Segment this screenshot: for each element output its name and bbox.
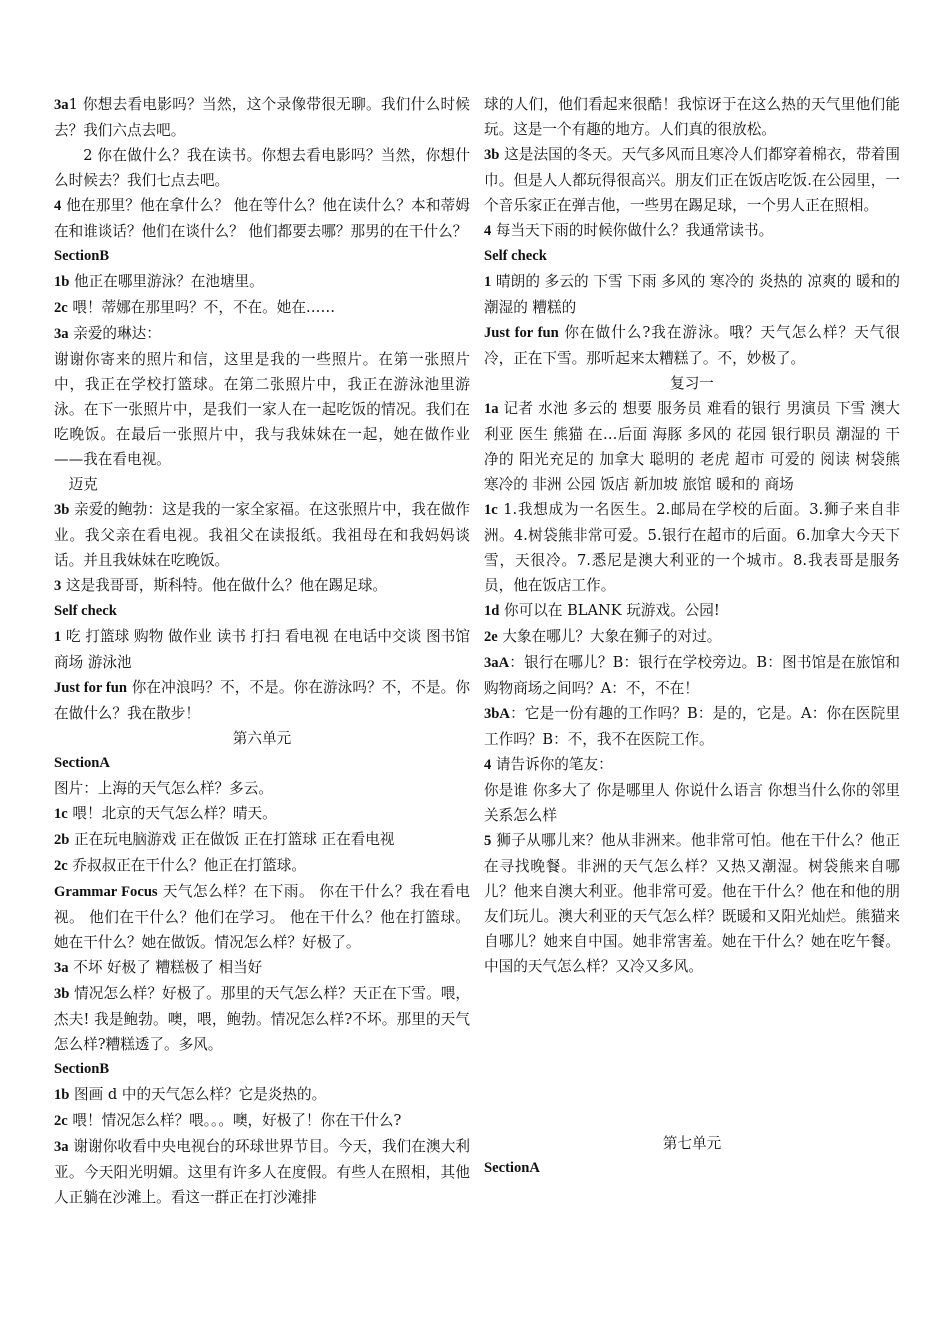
paragraph	[54, 472, 470, 497]
item-text: 记者 水池 多云的 想要 服务员 难看的银行 男演员 下雪 澳大利亚 医生 熊猫 在…后面 海豚 多风的 花园 银行职员 潮湿的 干净的 阳光充足的 加拿大 聪明的 老虎 超市 可爱的 阅读 树袋熊 寒冷的 非洲 公园 饭店 新加坡 旅馆 暖和的 商场	[484, 400, 900, 493]
section-heading: Self check	[484, 248, 547, 264]
item-label: 1d	[484, 603, 500, 619]
section-heading: SectionA	[484, 1160, 540, 1176]
item-label: 3a	[54, 97, 69, 113]
item-label: 1b	[54, 274, 70, 290]
item-text: 2 你在做什么？我在读书。你想去看电影吗？当然，你想什么时候去？我们七点去吧。	[54, 147, 470, 189]
item-text: 这是我哥哥，斯科特。他在做什么？他在踢足球。	[61, 577, 388, 594]
item-label: 1c	[54, 806, 68, 822]
paragraph	[484, 218, 900, 244]
item-text: 球的人们，他们看起来很酷！我惊讶于在这么热的天气里他们能玩。这是一个有趣的地方。人们真的很放松。	[484, 96, 900, 138]
item-text: 喂！情况怎么样？喂。。。噢，好极了！你在干什么?	[67, 1112, 402, 1129]
item-text: 他正在哪里游泳？在池塘里。	[69, 273, 264, 290]
item-label: 4	[484, 757, 492, 773]
item-label: 2e	[484, 629, 498, 645]
item-text: 图片：上海的天气怎么样？多云。	[54, 780, 273, 797]
item-text: 喂！蒂娜在那里吗？不，不在。她在……	[67, 299, 336, 316]
paragraph	[54, 879, 470, 955]
item-label: 1	[484, 274, 492, 290]
paragraph	[484, 624, 900, 650]
unit-title: 第七单元	[662, 1135, 722, 1152]
paragraph	[54, 347, 470, 472]
item-text: 不坏 好极了 糟糕极了 相当好	[68, 959, 263, 976]
item-text: 晴朗的 多云的 下雪 下雨 多风的 寒冷的 炎热的 凉爽的 暖和的 潮湿的 糟糕的	[484, 273, 900, 316]
item-label: 2c	[54, 300, 68, 316]
section-heading: SectionB	[54, 1061, 110, 1077]
item-text: 1 你想去看电影吗？当然，这个录像带很无聊。我们什么时候去？我们六点去吧。	[54, 96, 470, 139]
item-label: 1	[54, 629, 62, 645]
item-text: 谢谢你收看中央电视台的环球世界节目。今天，我们在澳大利亚。今天阳光明媚。这里有许多人在度假。有些人在照相，其他人正躺在沙滩上。看这一群正在打沙滩排	[54, 1138, 470, 1206]
paragraph	[54, 981, 470, 1057]
paragraph	[54, 143, 470, 193]
paragraph	[484, 497, 900, 598]
paragraph	[54, 801, 470, 827]
paragraph	[54, 624, 470, 675]
item-label: 5	[484, 833, 492, 849]
item-label: 3a	[54, 1139, 69, 1155]
item-text: 亲爱的琳达：	[68, 325, 161, 342]
item-text: 1.我想成为一名医生。2.邮局在学校的后面。3.狮子来自非洲。4.树袋熊非常可爱。5.银行在超市的后面。6.加拿大今天下雪，天很冷。7.悉尼是澳大利亚的一个城市。8.我表哥是服务员，他在饭店工作。	[484, 501, 900, 594]
paragraph	[484, 650, 900, 701]
item-text: 狮子从哪儿来？他从非洲来。他非常可怕。他在干什么？他正在寻找晚餐。非洲的天气怎么样？又热又潮湿。树袋熊来自哪儿？他来自澳大利亚。他非常可爱。他在干什么？他在和他的朋友们玩儿。澳大利亚的天气怎么样？既暖和又阳光灿烂。熊猫来自哪儿？她来自中国。她非常害羞。她在干什么？她在吃午餐。中国的天气怎么样？又冷又多风。	[484, 832, 900, 975]
paragraph	[54, 853, 470, 879]
item-text: ：银行在哪儿？B：银行在学校旁边。B：图书馆是在旅馆和购物商场之间吗？A：不，不在！	[484, 654, 900, 697]
item-text: 他在那里？他在拿什么？ 他在等什么？他在读什么？本和蒂姆在和谁谈话？他们在谈什么？ 他们都要去哪？那男的在干什么？	[54, 197, 470, 240]
paragraph	[54, 1108, 470, 1134]
item-text: 图画 d 中的天气怎么样？它是炎热的。	[69, 1086, 327, 1103]
item-text: 你在冲浪吗？不，不是。你在游泳吗？不，不是。你在做什么？我在散步！	[54, 679, 470, 722]
paragraph	[54, 269, 470, 295]
item-label: 2b	[54, 832, 70, 848]
item-label: 3aA	[484, 655, 510, 671]
item-label: 3b	[484, 147, 500, 163]
paragraph	[54, 955, 470, 981]
item-text: 你可以在 BLANK 玩游戏。公园!	[499, 602, 720, 619]
item-label: 2c	[54, 858, 68, 874]
item-label: Just for fun	[484, 325, 559, 341]
item-label: 1a	[484, 401, 499, 417]
paragraph	[484, 396, 900, 497]
item-label: 4	[54, 198, 62, 214]
section-heading: SectionB	[54, 248, 110, 264]
paragraph	[54, 1082, 470, 1108]
item-text: 情况怎么样？好极了。那里的天气怎么样？天正在下雪。喂，杰夫! 我是鲍勃。噢，喂，鲍勃。情况怎么样?不坏。那里的天气怎么样?糟糕透了。多风。	[54, 985, 470, 1053]
paragraph	[54, 321, 470, 347]
paragraph	[484, 752, 900, 778]
left-column	[54, 92, 470, 1210]
paragraph	[54, 497, 470, 573]
paragraph	[484, 269, 900, 320]
item-text: 请告诉你的笔友：	[491, 756, 613, 773]
item-label: 3b	[54, 502, 70, 518]
item-text: 亲爱的鲍勃：这是我的一家全家福。在这张照片中，我在做作业。我父亲在看电视。我祖父在读报纸。我祖母在和我妈妈谈话。并且我妹妹在吃晚饭。	[54, 501, 470, 569]
item-label: Grammar Focus	[54, 884, 158, 900]
paragraph	[484, 92, 900, 142]
item-label: Just for fun	[54, 680, 127, 696]
section-heading: Self check	[54, 603, 117, 619]
item-text: 你是谁 你多大了 你是哪里人 你说什么语言 你想当什么你的邻里关系怎么样	[484, 782, 900, 824]
item-label: 4	[484, 223, 492, 239]
paragraph	[54, 573, 470, 599]
item-label: 3a	[54, 960, 69, 976]
paragraph	[484, 142, 900, 218]
paragraph	[54, 1134, 470, 1210]
paragraph	[54, 295, 470, 321]
paragraph	[54, 675, 470, 726]
item-text: ：它是一份有趣的工作吗？B：是的，它是。A：你在医院里工作吗？B：不，我不在医院工作。	[484, 705, 900, 748]
paragraph	[484, 701, 900, 752]
item-text: 正在玩电脑游戏 正在做饭 正在打篮球 正在看电视	[69, 831, 395, 848]
unit-title: 复习一	[670, 375, 714, 392]
item-label: 3b	[54, 986, 70, 1002]
item-label: 3	[54, 578, 62, 594]
section-heading: SectionA	[54, 755, 110, 771]
item-label: 3bA	[484, 706, 510, 722]
item-text: 你在做什么?我在游泳。哦？天气怎么样？天气很冷，正在下雪。那听起来太糟糕了。不，妙极了。	[484, 324, 900, 367]
item-text: 喂！北京的天气怎么样？晴天。	[67, 805, 277, 822]
paragraph	[484, 778, 900, 828]
item-label: 2c	[54, 1113, 68, 1129]
right-column	[484, 92, 900, 1181]
item-text: 天气怎么样？在下雨。 你在干什么？我在看电视。 他们在干什么？他们在学习。 他在干什么？他在打篮球。 她在干什么？她在做饭。情况怎么样？好极了。	[54, 883, 470, 951]
paragraph	[54, 92, 470, 143]
item-text: 谢谢你寄来的照片和信，这里是我的一些照片。在第一张照片中，我正在学校打篮球。在第二张照片中，我正在游泳池里游泳。在下一张照片中，是我们一家人在一起吃饭的情况。我们在吃晚饭。在最后一张照片中，我与我妹妹在一起，她在做作业——我在看电视。	[54, 351, 470, 468]
item-label: 1c	[484, 502, 498, 518]
paragraph	[484, 598, 900, 624]
item-text: 每当天下雨的时候你做什么？我通常读书。	[491, 222, 774, 239]
paragraph	[54, 776, 470, 801]
item-text: 迈克	[68, 476, 98, 493]
unit-title: 第六单元	[232, 730, 292, 747]
paragraph	[54, 827, 470, 853]
paragraph	[484, 320, 900, 371]
item-text: 大象在哪儿？大象在狮子的对过。	[497, 628, 722, 645]
item-text: 乔叔叔正在干什么？他正在打篮球。	[67, 857, 306, 874]
item-label: 1b	[54, 1087, 70, 1103]
paragraph	[54, 193, 470, 244]
item-text: 吃 打篮球 购物 做作业 读书 打扫 看电视 在电话中交谈 图书馆 商场 游泳池	[54, 628, 470, 671]
item-label: 3a	[54, 326, 69, 342]
paragraph	[484, 828, 900, 979]
item-text: 这是法国的冬天。天气多风而且寒冷人们都穿着棉衣，带着围巾。但是人人都玩得很高兴。朋友们正在饭店吃饭.在公园里，一个音乐家正在弹吉他，一些男在踢足球，一个男人正在照相。	[484, 146, 900, 214]
